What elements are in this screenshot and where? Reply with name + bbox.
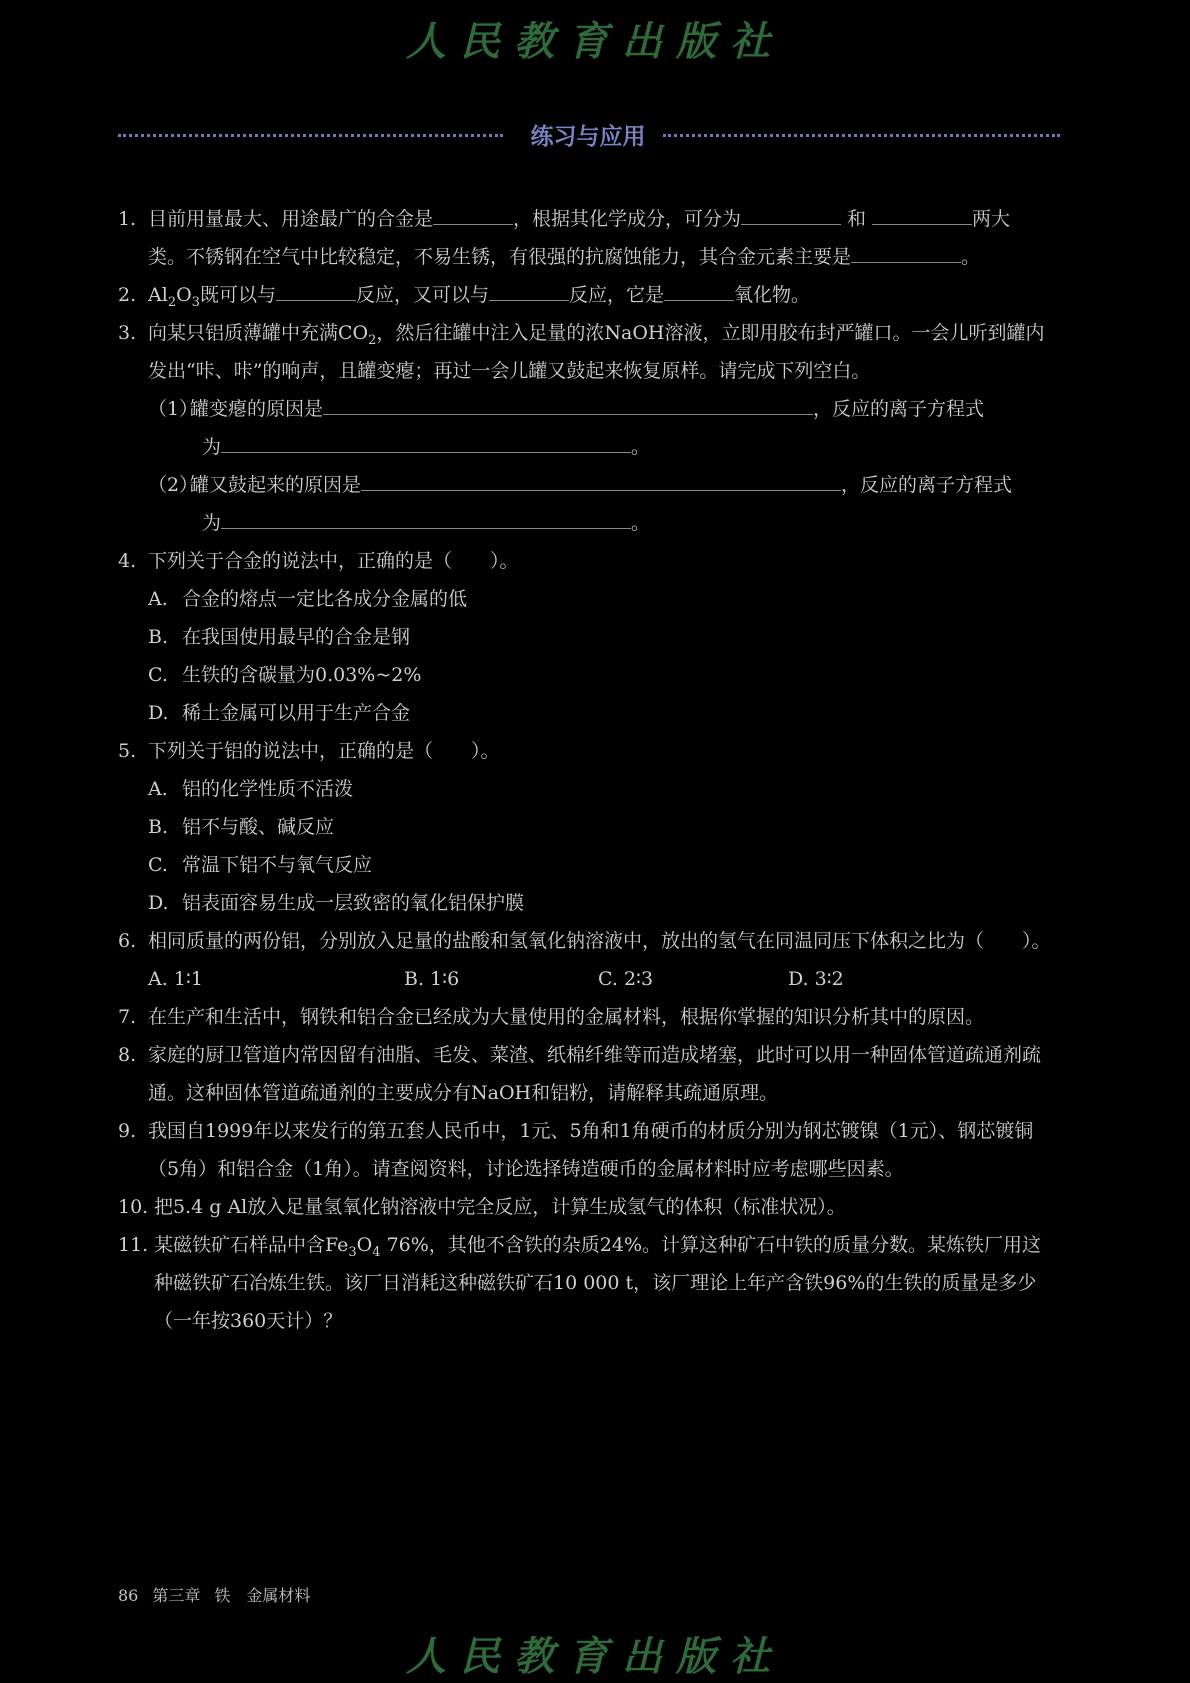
question-7: 7. 在生产和生活中，钢铁和铝合金已经成为大量使用的金属材料，根据你掌握的知识分析其中的原因。 (118, 998, 1060, 1036)
option-d[interactable]: D. 3∶2 (788, 968, 844, 990)
answer-blank[interactable] (872, 200, 972, 225)
question-number: 11. (118, 1234, 149, 1256)
publisher-logo-top: 人民教育出版社 (406, 18, 784, 65)
page-footer (118, 1583, 324, 1606)
option-a[interactable]: A. 合金的熔点一定比各成分金属的低 (148, 588, 468, 610)
question-5: 5. 下列关于铝的说法中，正确的是（ ）。 (118, 732, 1060, 770)
option-d[interactable]: D. 稀土金属可以用于生产合金 (148, 702, 411, 724)
option-b[interactable]: B. 在我国使用最早的合金是钢 (148, 626, 411, 648)
question-4: 4. 下列关于合金的说法中，正确的是（ ）。 (118, 542, 1060, 580)
question-10: 10. 把5.4 g Al放入足量氢氧化钠溶液中完全反应，计算生成氢气的体积（标准状况）。 (118, 1188, 1060, 1226)
answer-blank[interactable] (741, 200, 841, 225)
question-11: 11. 某磁铁矿石样品中含$Fe_3O_4$ 76%，其他不含铁的杂质24%。计算这种矿石中铁的质量分数。某炼铁厂用这种磁铁矿石冶炼生铁。该厂日消耗这种磁铁矿石10 000 t，该厂理论上年产含铁96%的生铁的质量是多少（一年按360天计）？ (118, 1226, 1060, 1340)
answer-blank[interactable] (221, 504, 631, 529)
answer-blank[interactable] (361, 466, 841, 491)
question-number: 9. (118, 1120, 137, 1142)
dotted-divider-right (663, 134, 1060, 137)
exercise-list: 1. 目前用量最大、用途最广的合金是 ，根据其化学成分，可分为 和 两大 类。不锈钢在空气中比较稳定，不易生锈，有很强的抗腐蚀能力，其合金元素主要是 。 2. $Al_2O_3$既可以与 反应，又可以与 反应，它是 氧化物。 3. 向某只铝质薄罐中充满$CO_2$，然后往罐中注入足量的浓NaOH溶液，立即用胶布封严罐口。一会儿听到罐内发出“咔、咔”的响声，且罐变瘪；再过一会儿罐又鼓起来恢复原样。请完成下列空白。 （1） 罐变瘪的原因是 ，反应的离子方程式 为 。 （2） 罐又鼓起来的原因是 ，反应的离子方程式 为 。 4. 下列关于合金的说法中，正确的是（ ）。 A. 合金的熔点一定比各成分金属的低 B. 在我国使用最早的合金是钢 C. 生铁的含碳量为0.03%~2% D. 稀土金属可以用于生产合金 5. 下列关于铝的说法中，正确的是（ ）。 A. 铝的化学性质不活泼 B. 铝不与酸、碱反应 C. 常温下铝不与氧气反应 D. 铝表面容易生成一层致密的氧化铝保护膜 6. 相同质量的两份铝，分别放入足量的盐酸和氢氧化钠溶液中，放出的氢气在同温同压下体积之比为（ ）。 A. 1∶1 B. 1∶6 C. 2∶3 D. 3∶2 7. 在生产和生活中，钢铁和铝合金已经成为大量使用的金属材料，根据你掌握的知识分析其中的原因。 8. 家庭的厨卫管道内常因留有油脂、毛发、菜渣、纸棉纤维等而造成堵塞，此时可以用一种固体管道疏通剂疏通。这种固体管道疏通剂的主要成分有NaOH和铝粉，请解释其疏通原理。 9. 我国自1999年以来发行的第五套人民币中，1元、5角和1角硬币的材质分别为钢芯镀镍（1元）、钢芯镀铜（5角）和铝合金（1角）。请查阅资料，讨论选择铸造硬币的金属材料时应考虑哪些因素。 10. 把5.4 g Al放入足量氢氧化钠溶液中完全反应，计算生成氢气的体积（标准状况）。 11. 某磁铁矿石样品中含$Fe_3O_4$ 76%，其他不含铁的杂质24%。计算这种矿石中铁的质量分数。某炼铁厂用这种磁铁矿石冶炼生铁。该厂日消耗这种磁铁矿石10 000 t，该厂理论上年产含铁96%的生铁的质量是多少（一年按360天计）？ (118, 200, 1060, 1340)
question-1: 1. 目前用量最大、用途最广的合金是 ，根据其化学成分，可分为 和 两大 类。不锈钢在空气中比较稳定，不易生锈，有很强的抗腐蚀能力，其合金元素主要是 。 (118, 200, 1060, 276)
question-number: 4. (118, 550, 137, 572)
question-number: 3. (118, 322, 137, 344)
question-6-options (118, 960, 1060, 998)
answer-blank[interactable] (323, 390, 813, 415)
option-d[interactable]: D. 铝表面容易生成一层致密的氧化铝保护膜 (148, 892, 525, 914)
question-6: 6. 相同质量的两份铝，分别放入足量的盐酸和氢氧化钠溶液中，放出的氢气在同温同压下体积之比为（ ）。 (118, 922, 1060, 960)
option-c[interactable]: C. 2∶3 (598, 968, 654, 990)
answer-blank[interactable] (851, 238, 961, 263)
answer-blank[interactable] (433, 200, 513, 225)
question-number: 10. (118, 1196, 149, 1218)
chapter-title: 铁 金属材料 (214, 1586, 311, 1605)
question-number: 5. (118, 740, 137, 762)
answer-blank[interactable] (221, 428, 631, 453)
question-3-part-1: （1） 罐变瘪的原因是 ，反应的离子方程式 (118, 390, 1060, 428)
answer-blank[interactable] (664, 276, 734, 301)
question-8: 8. 家庭的厨卫管道内常因留有油脂、毛发、菜渣、纸棉纤维等而造成堵塞，此时可以用一种固体管道疏通剂疏通。这种固体管道疏通剂的主要成分有NaOH和铝粉，请解释其疏通原理。 (118, 1036, 1060, 1112)
answer-blank[interactable] (489, 276, 569, 301)
question-number: 7. (118, 1006, 137, 1028)
answer-blank[interactable] (276, 276, 356, 301)
question-9: 9. 我国自1999年以来发行的第五套人民币中，1元、5角和1角硬币的材质分别为钢芯镀镍（1元）、钢芯镀铜（5角）和铝合金（1角）。请查阅资料，讨论选择铸造硬币的金属材料时应考虑哪些因素。 (118, 1112, 1060, 1188)
option-c[interactable]: C. 常温下铝不与氧气反应 (148, 854, 373, 876)
question-3-part-2: （2） 罐又鼓起来的原因是 ，反应的离子方程式 (118, 466, 1060, 504)
page-number: 86 (118, 1586, 139, 1605)
question-number: 1. (118, 208, 137, 230)
section-title: 练习与应用 (530, 124, 646, 150)
dotted-divider-left (118, 134, 503, 137)
section-header (118, 118, 1060, 154)
option-a[interactable]: A. 铝的化学性质不活泼 (148, 778, 354, 800)
publisher-logo-bottom: 人民教育出版社 (406, 1633, 784, 1680)
question-2: 2. $Al_2O_3$既可以与 反应，又可以与 反应，它是 氧化物。 (118, 276, 1060, 314)
chapter-label: 第三章 (152, 1586, 201, 1605)
question-number: 8. (118, 1044, 137, 1066)
option-b[interactable]: B. 1∶6 (404, 968, 460, 990)
question-3: 3. 向某只铝质薄罐中充满$CO_2$，然后往罐中注入足量的浓NaOH溶液，立即用胶布封严罐口。一会儿听到罐内发出“咔、咔”的响声，且罐变瘪；再过一会儿罐又鼓起来恢复原样。请完成下列空白。 (118, 314, 1060, 390)
option-a[interactable]: A. 1∶1 (148, 968, 203, 990)
option-c[interactable]: C. 生铁的含碳量为0.03%~2% (148, 664, 422, 686)
question-number: 6. (118, 930, 137, 952)
question-number: 2. (118, 284, 137, 306)
option-b[interactable]: B. 铝不与酸、碱反应 (148, 816, 335, 838)
